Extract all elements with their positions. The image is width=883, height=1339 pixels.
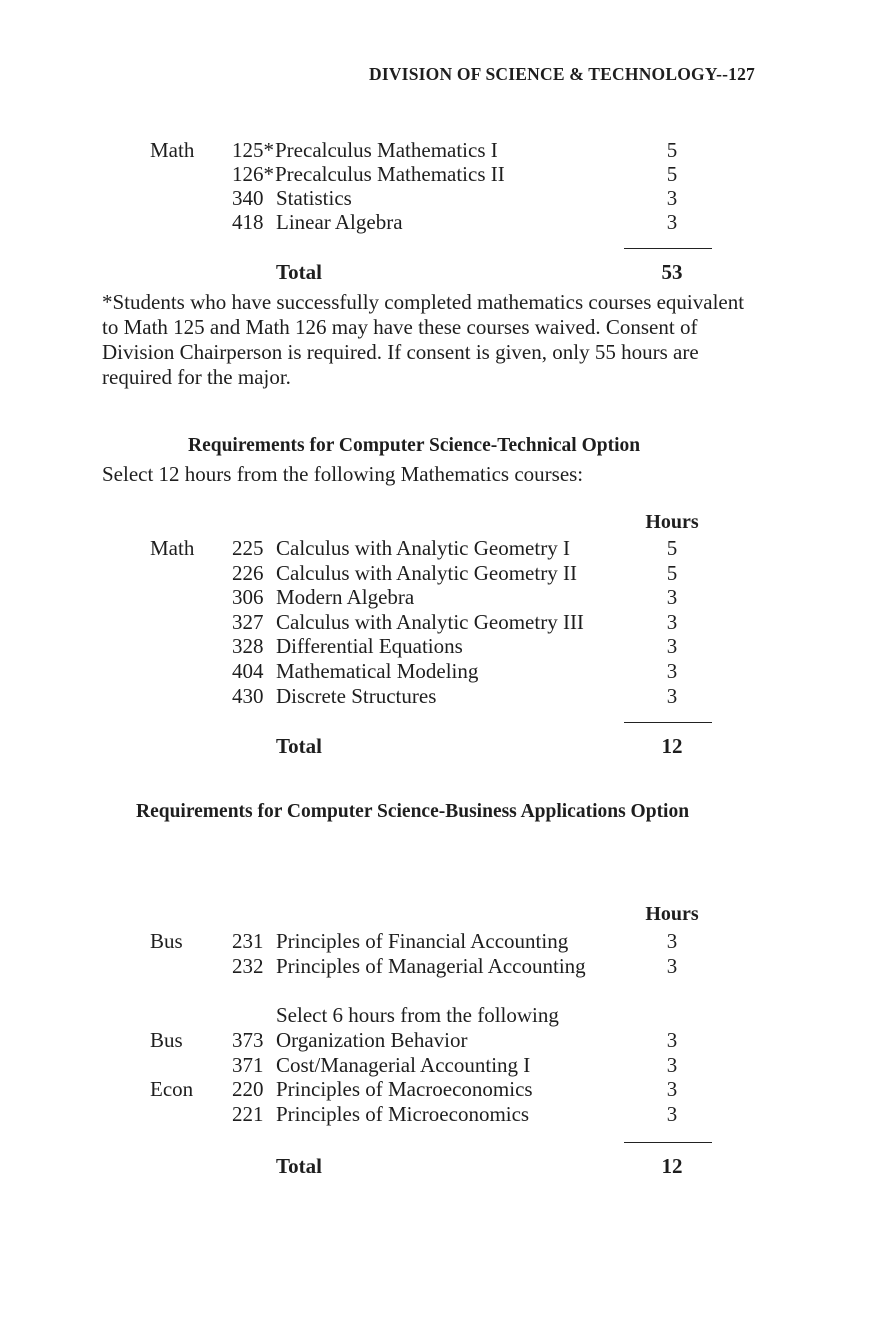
course-hours: 5 [666, 536, 678, 560]
section-intro: Select 12 hours from the following Mathematics courses: [102, 462, 584, 486]
course-hours: 3 [666, 585, 678, 609]
course-number: 327 [232, 610, 264, 634]
course-number: 306 [232, 585, 264, 609]
footnote [102, 290, 775, 390]
footnote-line: Division Chairperson is required. If consent is given, only 55 hours are [102, 340, 699, 364]
course-hours: 3 [666, 634, 678, 658]
total-value: 12 [661, 1154, 683, 1178]
course-title: Calculus with Analytic Geometry III [276, 610, 584, 634]
course-number: 371 [232, 1053, 264, 1077]
total-label: Total [276, 734, 322, 758]
course-title: Modern Algebra [276, 585, 415, 609]
course-hours: 3 [666, 1028, 678, 1052]
course-title: Statistics [276, 186, 352, 210]
course-number: 125* [232, 138, 274, 162]
section-heading-technical: Requirements for Computer Science-Technical Option [188, 435, 641, 456]
hours-column-header: Hours [645, 903, 699, 925]
total-rule [624, 1142, 712, 1143]
course-number: 232 [232, 954, 264, 978]
total-value: 53 [661, 260, 683, 284]
total-rule [624, 722, 712, 723]
footnote-line: to Math 125 and Math 126 may have these courses waived. Consent of [102, 315, 698, 339]
course-hours: 3 [666, 1102, 678, 1126]
course-number: 220 [232, 1077, 264, 1101]
total-value: 12 [661, 734, 683, 758]
course-title: Mathematical Modeling [276, 659, 479, 683]
course-title: Calculus with Analytic Geometry II [276, 561, 577, 585]
subject-label: Math [150, 536, 195, 560]
course-title: Principles of Microeconomics [276, 1102, 530, 1126]
subject-label: Bus [150, 1028, 183, 1052]
course-hours: 3 [666, 1053, 678, 1077]
course-title: Principles of Financial Accounting [276, 929, 569, 953]
course-title: Linear Algebra [276, 210, 403, 234]
course-hours: 3 [666, 659, 678, 683]
course-hours: 5 [666, 138, 678, 162]
footnote-line: required for the major. [102, 365, 291, 389]
course-title: Cost/Managerial Accounting I [276, 1053, 531, 1077]
course-number: 430 [232, 684, 264, 708]
hours-column-header: Hours [645, 511, 699, 533]
total-rule [624, 248, 712, 249]
course-title: Differential Equations [276, 634, 463, 658]
total-label: Total [276, 260, 322, 284]
course-hours: 3 [666, 210, 678, 234]
course-hours: 5 [666, 162, 678, 186]
course-number: 373 [232, 1028, 264, 1052]
course-hours: 5 [666, 561, 678, 585]
total-label: Total [276, 1154, 322, 1178]
course-title: Organization Behavior [276, 1028, 468, 1052]
course-number: 404 [232, 659, 264, 683]
footnote-line: *Students who have successfully completed mathematics courses equivalent [102, 290, 745, 314]
course-title: Principles of Managerial Accounting [276, 954, 586, 978]
subject-label: Bus [150, 929, 183, 953]
course-number: 221 [232, 1102, 264, 1126]
running-head: DIVISION OF SCIENCE & TECHNOLOGY--127 [369, 64, 755, 84]
course-hours: 3 [666, 954, 678, 978]
course-hours: 3 [666, 610, 678, 634]
course-title: Discrete Structures [276, 684, 437, 708]
course-hours: 3 [666, 929, 678, 953]
course-number: 226 [232, 561, 264, 585]
subject-label: Math [150, 138, 195, 162]
subject-label: Econ [150, 1077, 194, 1101]
course-title: Calculus with Analytic Geometry I [276, 536, 570, 560]
course-hours: 3 [666, 1077, 678, 1101]
course-number: 328 [232, 634, 264, 658]
course-title: Precalculus Mathematics II [275, 162, 505, 186]
course-number: 231 [232, 929, 264, 953]
course-number: 126* [232, 162, 274, 186]
course-number: 418 [232, 210, 264, 234]
course-title: Precalculus Mathematics I [275, 138, 498, 162]
course-hours: 3 [666, 186, 678, 210]
section-heading-business: Requirements for Computer Science-Business Applications Option [136, 801, 690, 822]
select-note: Select 6 hours from the following [276, 1003, 559, 1027]
course-hours: 3 [666, 684, 678, 708]
course-number: 225 [232, 536, 264, 560]
course-number: 340 [232, 186, 264, 210]
course-title: Principles of Macroeconomics [276, 1077, 533, 1101]
